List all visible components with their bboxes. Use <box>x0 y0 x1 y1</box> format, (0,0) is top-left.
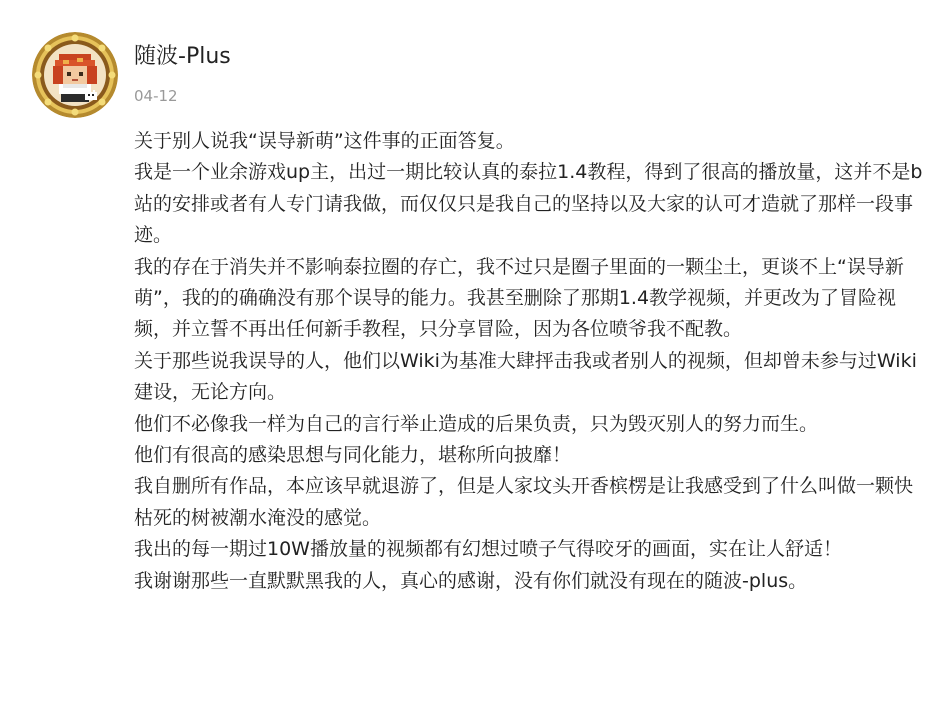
author-name[interactable]: 随波-Plus <box>134 44 231 69</box>
post-paragraph: 我的存在于消失并不影响泰拉圈的存亡，我不过只是圈子里面的一颗尘土，更谈不上“误导新萌”，我的的确确没有那个误导的能力。我甚至删除了那期1.4教学视频，并更改为了冒险视频，并立誓不再出任何新手教程，只分享冒险，因为各位喷爷我不配教。 <box>134 255 904 341</box>
post-paragraph: 我自删所有作品，本应该早就退游了，但是人家坟头开香槟楞是让我感受到了什么叫做一颗快枯死的树被潮水淹没的感觉。 <box>134 475 914 529</box>
post-date: 04-12 <box>134 87 178 105</box>
post-paragraph: 关于别人说我“误导新萌”这件事的正面答复。 <box>134 130 515 152</box>
post-paragraph: 我谢谢那些一直默默黑我的人，真心的感谢，没有你们就没有现在的随波-plus。 <box>134 569 808 592</box>
post-paragraph: 关于那些说我误导的人，他们以Wiki为基准大肆抨击我或者别人的视频，但却曾未参与过Wiki建设，无论方向。 <box>134 349 917 404</box>
post-paragraph: 他们有很高的感染思想与同化能力，堪称所向披靡！ <box>134 444 572 467</box>
post-paragraph: 我是一个业余游戏up主，出过一期比较认真的泰拉1.4教程，得到了很高的播放量，这并不是b站的安排或者有人专门请我做，而仅仅只是我自己的坚持以及大家的认可才造就了那样一段事迹。 <box>134 161 923 247</box>
post-paragraph: 我出的每一期过10W播放量的视频都有幻想过喷子气得咬牙的画面，实在让人舒适！ <box>134 538 842 561</box>
post-paragraph: 他们不必像我一样为自己的言行举止造成的后果负责，只为毁灭别人的努力而生。 <box>134 412 819 435</box>
pixel-character-avatar-icon <box>32 32 118 118</box>
post-body <box>134 126 924 597</box>
author-avatar[interactable] <box>32 32 118 118</box>
